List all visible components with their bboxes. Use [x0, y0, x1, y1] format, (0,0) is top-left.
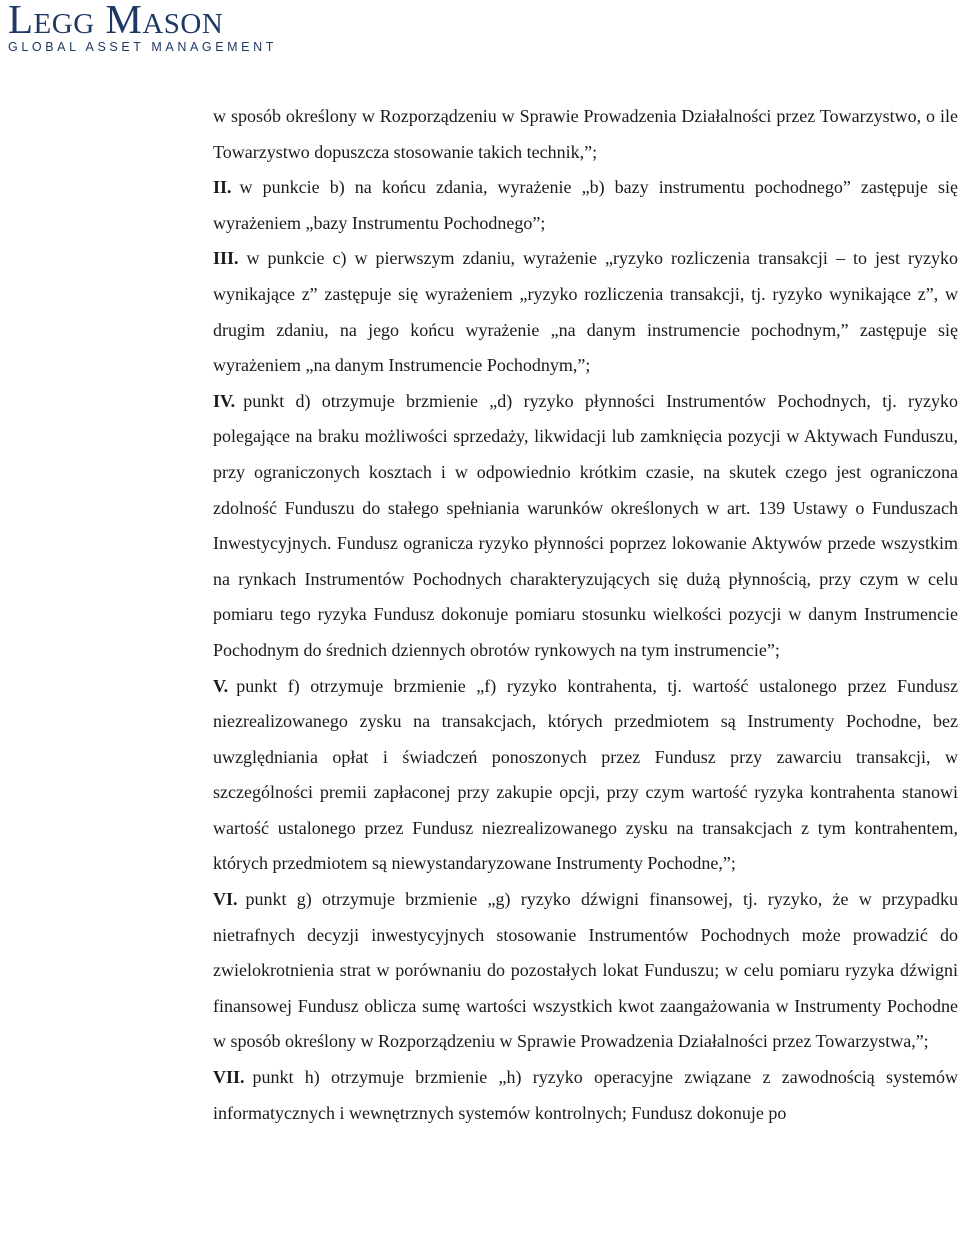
item-marker: V.	[213, 675, 229, 696]
paragraph-item-v	[213, 669, 958, 883]
logo-subtitle: GLOBAL ASSET MANAGEMENT	[8, 40, 277, 54]
item-marker: II.	[213, 177, 232, 198]
paragraph-continuation	[213, 99, 958, 170]
item-marker: VI.	[213, 889, 238, 910]
logo-title: Legg Mason	[8, 0, 224, 42]
paragraph-text: punkt h) otrzymuje brzmienie „h) ryzyko operacyjne związane z zawodnością systemów informatycznych i wewnętrznych systemów kontrolnych; Fundusz dokonuje po	[213, 1067, 958, 1123]
paragraph-item-vi	[213, 882, 958, 1060]
item-marker: VII.	[213, 1067, 245, 1088]
paragraph-item-iv	[213, 384, 958, 669]
paragraph-text: punkt g) otrzymuje brzmienie „g) ryzyko dźwigni finansowej, tj. ryzyko, że w przypadku nietrafnych decyzji inwestycyjnych stosowanie Instrumentów Pochodnych może prowadzić do zwielokrotnienia strat w porównaniu do pozostałych lokat Funduszu; w celu pomiaru ryzyka dźwigni finansowej Fundusz oblicza sumę wartości wszystkich kwot zaangażowania w Instrumenty Pochodne w sposób określony w Rozporządzeniu w Sprawie Prowadzenia Działalności przez Towarzystwa,”;	[213, 889, 958, 1052]
document-body	[213, 99, 958, 1131]
item-marker: IV.	[213, 390, 236, 411]
paragraph-text: w punkcie b) na końcu zdania, wyrażenie „b) bazy instrumentu pochodnego” zastępuje się wyrażeniem „bazy Instrumentu Pochodnego”;	[213, 177, 958, 233]
paragraph-text: w punkcie c) w pierwszym zdaniu, wyrażenie „ryzyko rozliczenia transakcji – to jest ryzyko wynikające z” zastępuje się wyrażeniem „ryzyko rozliczenia transakcji, tj. ryzyko wynikające z”, w drugim zdaniu, na jego końcu wyrażenie „na danym instrumencie pochodnym,” zastępuje się wyrażeniem „na danym Instrumencie Pochodnym,”;	[213, 248, 958, 376]
paragraph-item-iii	[213, 241, 958, 383]
item-marker: III.	[213, 248, 239, 269]
paragraph-text: punkt f) otrzymuje brzmienie „f) ryzyko kontrahenta, tj. wartość ustalonego przez Fundusz niezrealizowanego zysku na transakcjach, których przedmiotem są Instrumenty Pochodne, bez uwzględniania opłat i świadczeń ponoszonych przez Fundusz przy zawarciu transakcji, w szczególności premii zapłaconej przy zakupie opcji, przy czym wartość ryzyka kontrahenta stanowi wartość ustalonego przez Fundusz niezrealizowanego zysku na transakcjach z tym kontrahentem, których przedmiotem są niewystandaryzowane Instrumenty Pochodne,”;	[213, 675, 958, 874]
paragraph-text: w sposób określony w Rozporządzeniu w Sprawie Prowadzenia Działalności przez Towarzystwo, o ile Towarzystwo dopuszcza stosowanie takich technik,”;	[213, 106, 958, 162]
paragraph-item-ii	[213, 170, 958, 241]
paragraph-text: punkt d) otrzymuje brzmienie „d) ryzyko płynności Instrumentów Pochodnych, tj. ryzyko polegające na braku możliwości sprzedaży, likwidacji lub zamknięcia pozycji w Aktywach Funduszu, przy ograniczonych kosztach i w odpowiednio krótkim czasie, na skutek czego jest ograniczona zdolność Funduszu do stałego spełniania warunków określonych w art. 139 Ustawy o Funduszach Inwestycyjnych. Fundusz ogranicza ryzyko płynności poprzez lokowanie Aktywów przede wszystkim na rynkach Instrumentów Pochodnych charakteryzujących się dużą płynnością, przy czym w celu pomiaru tego ryzyka Fundusz dokonuje pomiaru stosunku wielkości pozycji w danym Instrumencie Pochodnym do średnich dziennych obrotów rynkowych na tym instrumencie”;	[213, 390, 958, 660]
company-logo	[8, 0, 277, 54]
paragraph-item-vii	[213, 1060, 958, 1131]
